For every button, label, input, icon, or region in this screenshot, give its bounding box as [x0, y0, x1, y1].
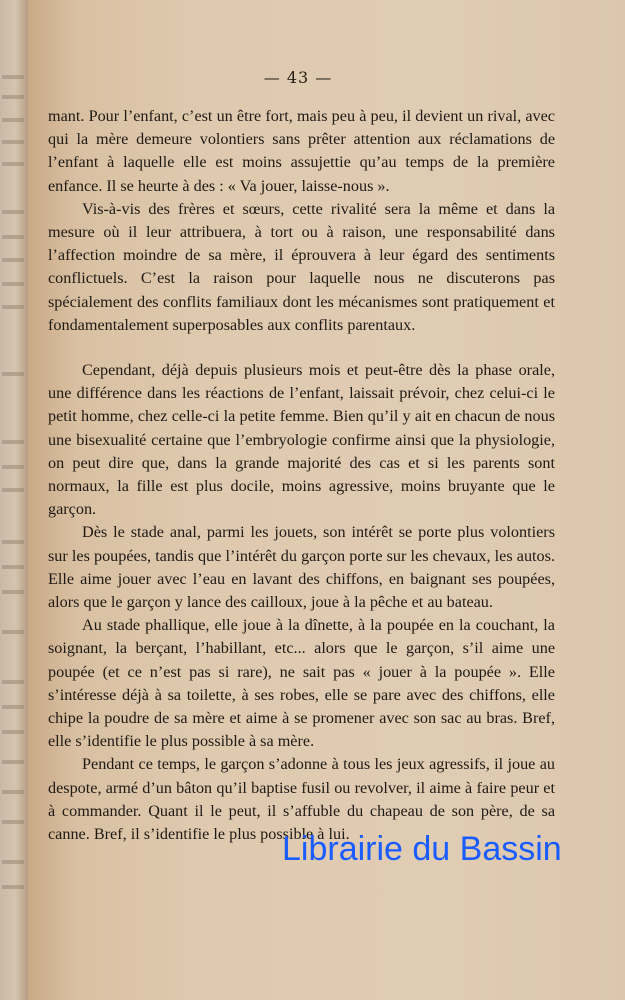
- adjacent-page-text: [2, 590, 24, 594]
- adjacent-page-text: [2, 790, 24, 794]
- adjacent-page-text: [2, 630, 24, 634]
- watermark-text: Librairie du Bassin: [282, 830, 562, 868]
- adjacent-page-text: [2, 860, 24, 864]
- paragraph: Pendant ce temps, le garçon s’adonne à tous les jeux agressifs, il joue au despote, armé d’un bâton qu’il baptise fusil ou revolver, il aime à faire peur et à commander. Quant il le peut, il s’affuble du chapeau de son père, de sa canne. Bref, il s’identifie le plus possible à lui.: [48, 755, 555, 844]
- adjacent-page-text: [2, 540, 24, 544]
- paragraph: Cependant, déjà depuis plusieurs mois et peut-être dès la phase orale, une différence dans les réactions de l’enfant, laissait prévoir, chez celui-ci le petit homme, chez celle-ci la petite femme. Bien qu’il y ait en chacun de nous une bisexualité certaine que l’embryologie confirme ainsi que la physiologie, on peut dire que, dans la grande majorité des cas et si les parents sont normaux, la fille est plus docile, moins agressive, moins bruyante que le garçon.: [48, 361, 555, 519]
- adjacent-page-text: [2, 235, 24, 239]
- page-number: — 43 —: [263, 68, 333, 87]
- adjacent-page-text: [2, 95, 24, 99]
- adjacent-page-text: [2, 488, 24, 492]
- adjacent-page-text: [2, 162, 24, 166]
- adjacent-page-text: [2, 210, 24, 214]
- adjacent-page-text: [2, 140, 24, 144]
- adjacent-page-text: [2, 440, 24, 444]
- adjacent-page-text: [2, 820, 24, 824]
- adjacent-page-text: [2, 680, 24, 684]
- adjacent-page-text: [2, 305, 24, 309]
- adjacent-page-text: [2, 372, 24, 376]
- adjacent-page-text: [2, 258, 24, 262]
- paragraph: Vis-à-vis des frères et sœurs, cette rivalité sera la même et dans la mesure où il leur attribuera, à tort ou à raison, une responsabilité dans l’affection moindre de sa mère, il éprouvera à leur égard des sentiments conflictuels. C’est la raison pour laquelle nous ne discuterons pas spécialement des conflits familiaux dont les mécanismes sont pratiquement et fondamentalement superposables aux conflits parentaux.: [48, 199, 555, 334]
- adjacent-page-text: [2, 730, 24, 734]
- adjacent-page-text: [2, 118, 24, 122]
- adjacent-page-text: [2, 565, 24, 569]
- paragraph: mant. Pour l’enfant, c’est un être fort, mais peu à peu, il devient un rival, avec qui la mère demeure volontiers sans prêter attention aux réclamations de l’enfant à laquelle elle est moins assujettie qu’au temps de la première enfance. Il se heurte à des : « Va jouer, laisse-nous ».: [48, 107, 555, 195]
- adjacent-page-text: [2, 885, 24, 889]
- paragraph: Dès le stade anal, parmi les jouets, son intérêt se porte plus volontiers sur les poupées, tandis que l’intérêt du garçon porte sur les chevaux, les autos. Elle aime jouer avec l’eau en lavant des chiffons, en baignant ses poupées, alors que le garçon y lance des cailloux, joue à la pêche et au bateau.: [48, 523, 555, 612]
- adjacent-page-text: [2, 705, 24, 709]
- adjacent-page-text: [2, 282, 24, 286]
- page-body: [48, 105, 555, 846]
- paragraph: Au stade phallique, elle joue à la dînette, à la poupée en la couchant, la soignant, la berçant, l’habillant, etc... alors que le garçon, s’il aime une poupée (et ce n’est pas si rare), ne sait pas « jouer à la poupée ». Elle s’intéresse déjà à sa toilette, à ses robes, elle se pare avec des chiffons, elle chipe la poudre de sa mère et aime à se promener avec son sac au bras. Bref, elle s’identifie le plus possible à sa mère.: [48, 616, 555, 751]
- adjacent-page-text: [2, 75, 24, 79]
- adjacent-page-text: [2, 760, 24, 764]
- adjacent-page-edge: [0, 0, 28, 1000]
- adjacent-page-text: [2, 465, 24, 469]
